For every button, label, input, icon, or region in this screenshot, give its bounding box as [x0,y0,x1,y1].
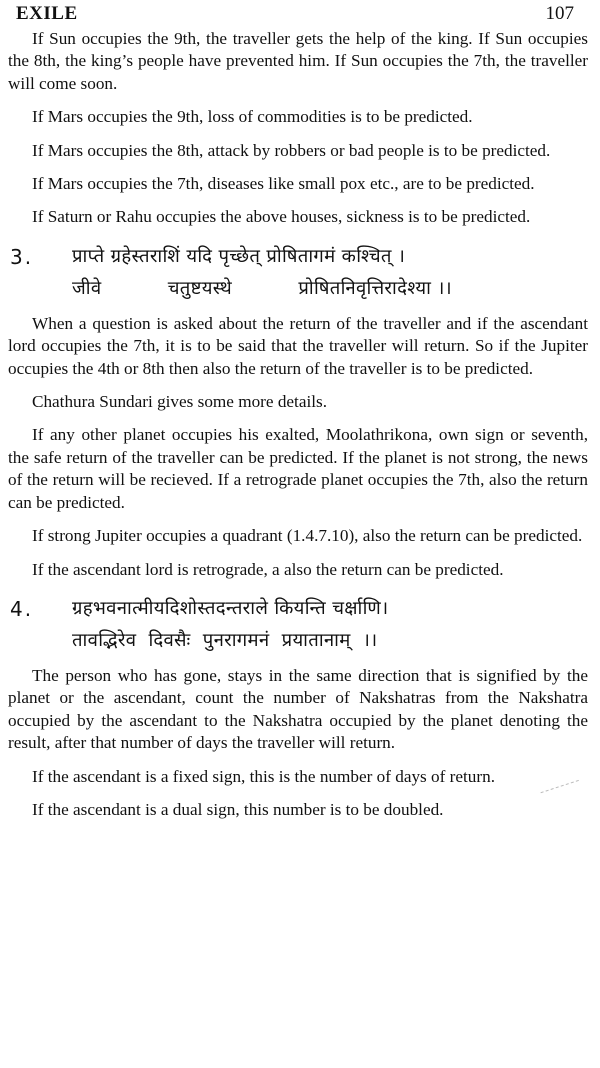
page-header [8,0,588,28]
verse-line: ग्रहभवनात्मीयदिशोस्तदन्तराले कियन्ति चर्क्षाणि। [72,597,389,619]
verse-line: तावद्भिरेव दिवसैः पुनरागमनं प्रयातानाम् ।। [72,629,378,651]
verse-line [72,273,452,305]
paragraph: If strong Jupiter occupies a quadrant (1.4.7.10), also the return can be predicted. [32,526,583,546]
verse-number: 3. [10,244,34,269]
paragraph: If any other planet occupies his exalted, Moolathrikona, own sign or seventh, the safe return of the traveller can be predicted. If the planet is not strong, the news of the return will be recieved. If a retrograde planet occupies the 7th, also the return can be predicted. [8,425,588,512]
paragraph: If the ascendant is a fixed sign, this is the number of days of return. [32,766,495,786]
paragraph: If Saturn or Rahu occupies the above houses, sickness is to be predicted. [32,207,531,227]
running-head: EXILE [16,3,78,24]
verse-word: चतुष्टयस्थे [167,277,233,299]
paragraph: If Sun occupies the 9th, the traveller gets the help of the king. If Sun occupies the 8th, the king’s people have prevented him. If Sun occupies the 7th, the traveller will come soon. [8,29,588,93]
verse-word: जीवे [72,277,102,299]
paragraph: If Mars occupies the 7th, diseases like small pox etc., are to be predicted. [32,174,535,194]
paragraph: If Mars occupies the 9th, loss of commodities is to be predicted. [32,107,473,127]
paragraph: If the ascendant is a dual sign, this number is to be doubled. [32,799,444,819]
verse-line: प्राप्ते ग्रहेस्तराशिं यदि पृच्छेत् प्रोषितागमं कश्चित् । [72,245,406,267]
paragraph: If the ascendant lord is retrograde, a also the return can be predicted. [32,559,504,579]
verse-word: प्रोषितनिवृत्तिरादेश्या ।। [298,277,452,299]
verse-lines [72,593,588,657]
page-number: 107 [545,3,574,24]
verse-3 [8,241,588,305]
paragraph: The person who has gone, stays in the same direction that is signified by the planet or the ascendant, count the number of Nakshatras from the Nakshatra occupied by the ascendant to the Nakshatra occupied by the planet denoting the result, after that number of days the traveller will return. [8,665,588,753]
verse-number: 4. [10,596,34,621]
paragraph: If Mars occupies the 8th, attack by robbers or bad people is to be predicted. [32,140,551,160]
paragraph: Chathura Sundari gives some more details. [32,392,327,412]
verse-lines [72,241,588,305]
paragraph: When a question is asked about the return of the traveller and if the ascendant lord occupies the 7th, it is to be said that the traveller will return. So if the Jupiter occupies the 4th or 8th then also the return of the traveller is to be predicted. [8,313,588,378]
verse-4 [8,593,588,657]
